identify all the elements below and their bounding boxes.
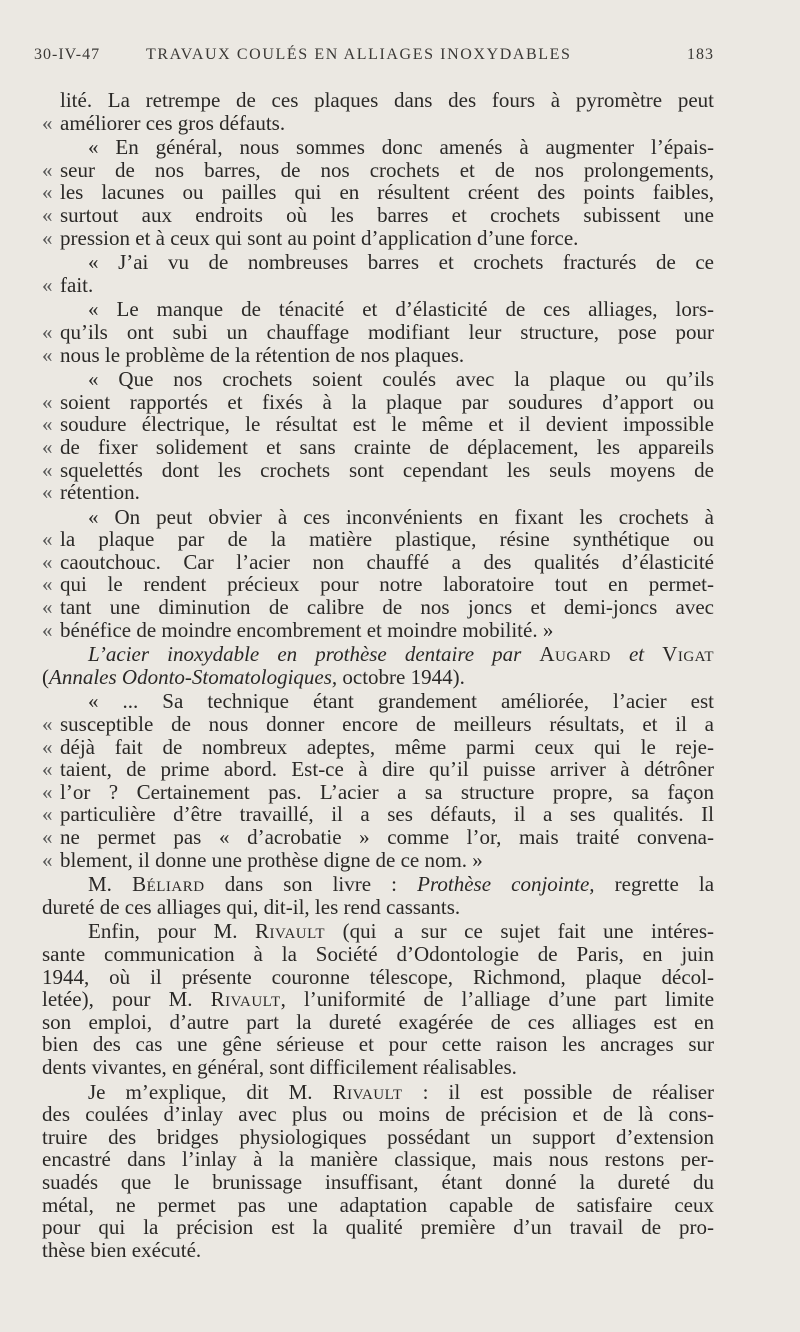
quote-block	[42, 368, 714, 504]
text-line: « J’ai vu de nombreuses barres et crochets fracturés de ce	[88, 250, 714, 275]
text-line: « l’or ? Certainement pas. L’acier a sa structure propre, sa façon	[60, 781, 714, 804]
text-line: « déjà fait de nombreux adeptes, même parmi ceux qui le reje-	[60, 736, 714, 759]
text-line: « qui le rendent précieux pour notre laboratoire tout en permet-	[60, 573, 714, 596]
text-line: thèse bien exécuté.	[42, 1237, 202, 1262]
text-run: dans son livre :	[224, 872, 398, 897]
header-date: 30-IV-47	[34, 46, 101, 63]
text-line: « les lacunes ou pailles qui en résultent créent des points faibles,	[60, 181, 714, 204]
text-line: « bénéfice de moindre encombrement et moindre mobilité. »	[60, 619, 714, 642]
quote-block	[42, 690, 714, 871]
text-run: : il est possible de réaliser	[422, 1079, 715, 1104]
quote-block	[42, 136, 714, 249]
text-line: suadés que le brunissage insuffisant, étant donné la dureté du	[42, 1169, 714, 1194]
paragraph-rivault-2	[42, 1081, 714, 1262]
text-line: son emploi, d’autre part la dureté exagérée de ces alliages est en	[42, 1009, 714, 1034]
text-line: « de fixer solidement et sans crainte de déplacement, les appareils	[60, 436, 714, 459]
text-line: « rétention.	[60, 481, 714, 504]
text-run: (qui a sur ce sujet fait une intéres-	[342, 919, 715, 944]
citation-author: Vigat	[662, 642, 715, 667]
running-header	[34, 46, 714, 70]
citation-and: et	[628, 642, 645, 667]
text-line: 1944, où il présente couronne télescope, Richmond, plaque décol-	[42, 964, 714, 989]
citation-paren: (	[42, 664, 49, 689]
paragraph-beliard	[42, 873, 714, 918]
quote-block	[42, 89, 714, 134]
text-run: Enfin, pour M.	[88, 919, 238, 944]
text-line: « Le manque de ténacité et d’élasticité de ces alliages, lors-	[88, 297, 714, 322]
text-line: « soudure électrique, le résultat est le même et il devient impossible	[60, 413, 714, 436]
text-line: « En général, nous sommes donc amenés à augmenter l’épais-	[88, 135, 714, 160]
citation-author: Augard	[539, 642, 611, 667]
author-name: Béliard	[132, 872, 205, 897]
citation	[42, 643, 714, 688]
text-line: « surtout aux endroits où les barres et crochets subissent une	[60, 204, 714, 227]
text-line: « ... Sa technique étant grandement améliorée, l’acier est	[88, 689, 714, 714]
text-line: truire des bridges physiologiques possédant un support d’extension	[42, 1124, 714, 1149]
text-line: « caoutchouc. Car l’acier non chauffé a des qualités d’élasticité	[60, 551, 714, 574]
text-line: « ne permet pas « d’acrobatie » comme l’or, mais traité convena-	[60, 826, 714, 849]
text-run: M.	[88, 872, 112, 897]
text-line: « susceptible de nous donner encore de meilleurs résultats, et il a	[60, 713, 714, 736]
text-line: lité. La retrempe de ces plaques dans des fours à pyromètre peut	[60, 88, 714, 112]
text-line: « On peut obvier à ces inconvénients en fixant les crochets à	[88, 504, 714, 529]
text-line: « taient, de prime abord. Est-ce à dire qu’il puisse arriver à détrôner	[60, 758, 714, 781]
text-run: , l’uniformité de l’alliage d’une part limite	[280, 987, 715, 1012]
author-name: Rivault	[255, 919, 326, 944]
text-line: « blement, il donne une prothèse digne de ce nom. »	[60, 849, 714, 872]
text-line: pour qui la précision est la qualité première d’un travail de pro-	[42, 1215, 714, 1240]
paragraph-rivault-1	[42, 920, 714, 1078]
author-name: Rivault	[210, 987, 281, 1012]
text-line: « améliorer ces gros défauts.	[60, 112, 714, 135]
text-line: « squelettés dont les crochets sont cependant les seuls moyens de	[60, 459, 714, 482]
page-number: 183	[687, 46, 714, 63]
text-line: bien des cas une gêne sérieuse et pour cette raison les ancrages sur	[42, 1032, 714, 1057]
text-line: « tant une diminution de calibre de nos joncs et demi-joncs avec	[60, 596, 714, 619]
quote-block	[42, 506, 714, 642]
page-body	[42, 89, 714, 1263]
text-line: dureté de ces alliages qui, dit-il, les rend cassants.	[42, 894, 461, 919]
citation-journal: Annales Odonto-Stomatologiques,	[49, 664, 338, 689]
text-run: letée), pour M.	[42, 987, 193, 1012]
text-line: « nous le problème de la rétention de nos plaques.	[60, 344, 714, 367]
citation-title: L’acier inoxydable en prothèse dentaire par	[88, 642, 522, 667]
text-line: encastré dans l’inlay à la manière classique, mais nous restons per-	[42, 1147, 714, 1172]
text-line: sante communication à la Société d’Odontologie de Paris, en juin	[42, 941, 714, 966]
author-name: Rivault	[332, 1079, 403, 1104]
text-line: « qu’ils ont subi un chauffage modifiant leur structure, pose pour	[60, 321, 714, 344]
text-run: Je m’explique, dit M.	[88, 1079, 313, 1104]
quote-block	[42, 251, 714, 296]
text-line: dents vivantes, en général, sont difficilement réalisables.	[42, 1054, 517, 1079]
text-line: des coulées d’inlay avec plus ou moins de précision et de là cons-	[42, 1102, 714, 1127]
text-line: « particulière d’être travaillé, il a ses défauts, il a ses qualités. Il	[60, 803, 714, 826]
text-line: « soient rapportés et fixés à la plaque par soudures d’apport ou	[60, 391, 714, 414]
quote-block	[42, 298, 714, 366]
text-line: métal, ne permet pas une adaptation capable de satisfaire ceux	[42, 1192, 714, 1217]
book-title: Prothèse conjointe,	[417, 872, 595, 897]
citation-date: octobre 1944).	[342, 664, 465, 689]
text-line: « Que nos crochets soient coulés avec la plaque ou qu’ils	[88, 367, 714, 392]
text-line: « pression et à ceux qui sont au point d’application d’une force.	[60, 227, 714, 250]
header-title: TRAVAUX COULÉS EN ALLIAGES INOXYDABLES	[146, 46, 572, 63]
text-line: « seur de nos barres, de nos crochets et de nos prolongements,	[60, 159, 714, 182]
text-line: « fait.	[60, 274, 714, 297]
text-line: « la plaque par de la matière plastique, résine synthétique ou	[60, 528, 714, 551]
text-run: regrette la	[614, 872, 715, 897]
